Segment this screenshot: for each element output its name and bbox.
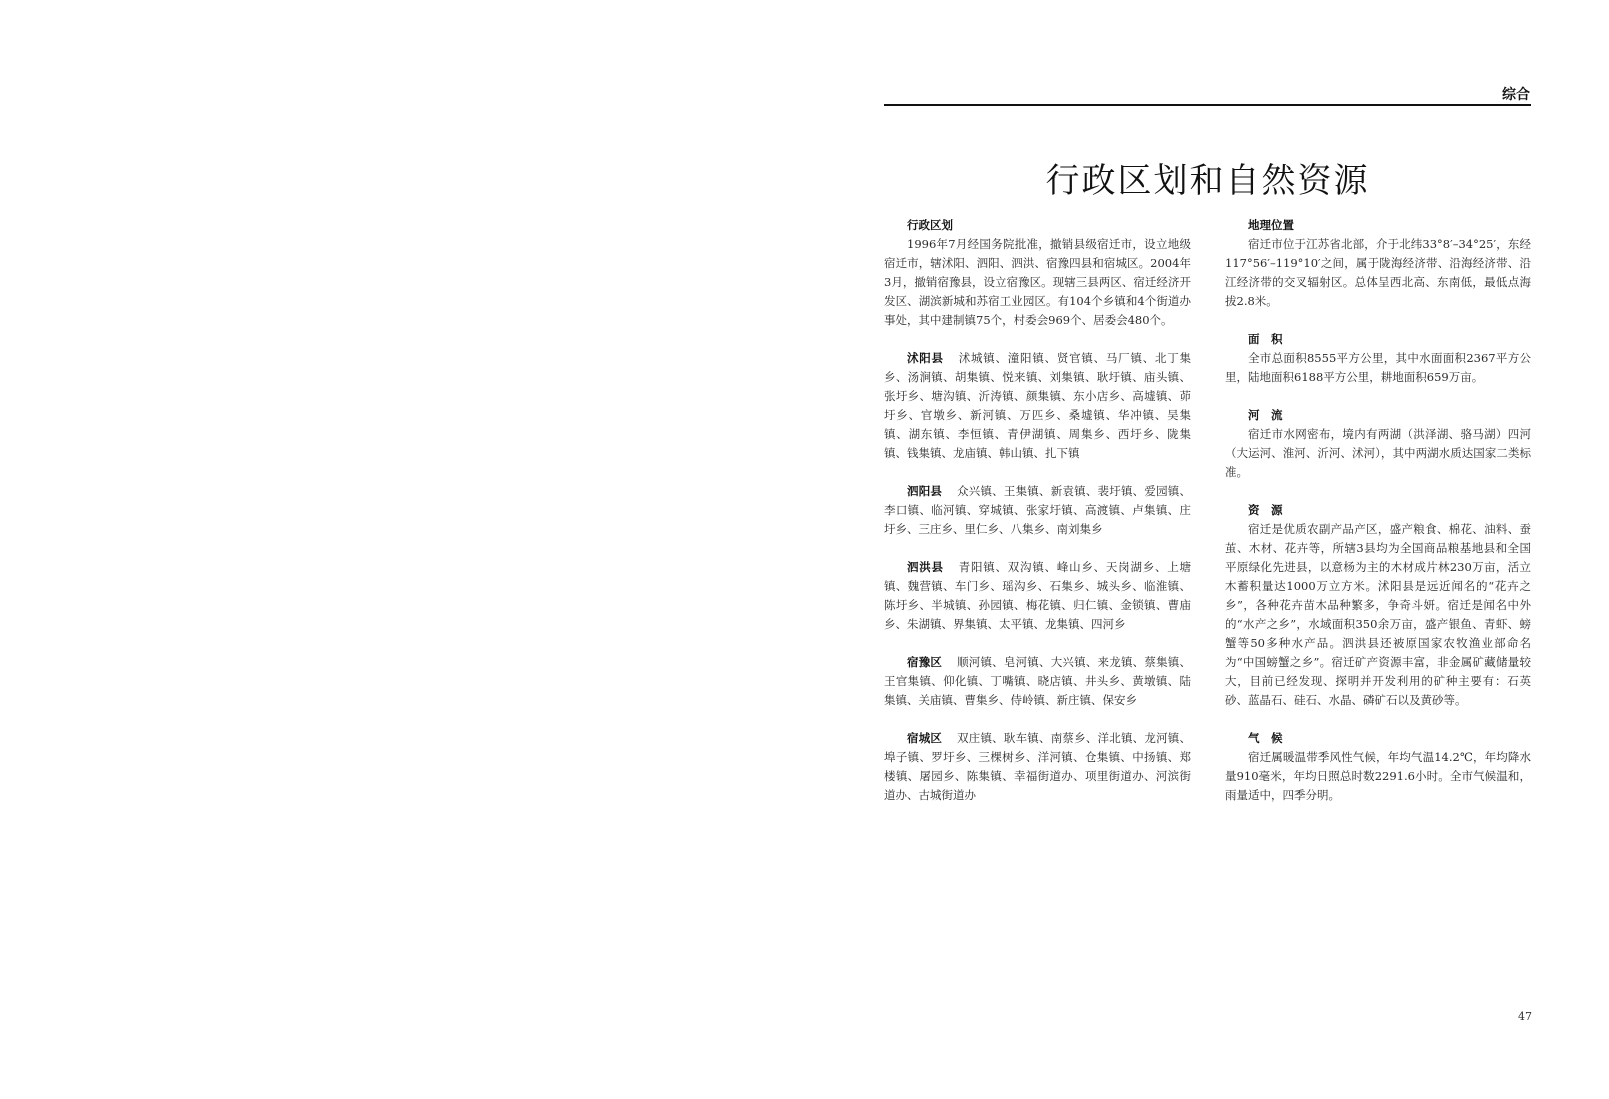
climate-heading: 气 候 [1248, 731, 1283, 745]
county-towns: 青阳镇、双沟镇、峰山乡、天岗湖乡、上塘镇、魏营镇、车门乡、瑶沟乡、石集乡、城头乡、临淮镇、陈圩乡、半城镇、孙园镇、梅花镇、归仁镇、金锁镇、曹庙乡、朱湖镇、界集镇、太平镇、龙集镇、四河乡 [884, 560, 1191, 631]
resources-section [1225, 501, 1531, 710]
area-heading: 面 积 [1248, 332, 1283, 346]
climate-section [1225, 729, 1531, 805]
county-item [884, 653, 1191, 710]
county-name: 沭阳县 [907, 351, 944, 365]
section-label: 综合 [1502, 87, 1530, 103]
resources-text: 宿迁是优质农副产品产区，盛产粮食、棉花、油料、蚕茧、木材、花卉等，所辖3县均为全国商品粮基地县和全国平原绿化先进县，以意杨为主的木材成片林230万亩，活立木蓄积量达1000万立方米。沭阳县是远近闻名的“花卉之乡”，各种花卉苗木品种繁多，争奇斗妍。宿迁是闻名中外的“水产之乡”，水域面积350余万亩，盛产银鱼、青虾、螃蟹等50多种水产品。泗洪县还被原国家农牧渔业部命名为“中国螃蟹之乡”。宿迁矿产资源丰富，非金属矿藏储量较大，目前已经发现、探明并开发利用的矿种主要有：石英砂、蓝晶石、硅石、水晶、磷矿石以及黄砂等。 [1225, 522, 1531, 707]
county-item [884, 349, 1191, 463]
rivers-section [1225, 406, 1531, 482]
resources-heading: 资 源 [1248, 503, 1283, 517]
geo-heading: 地理位置 [1248, 218, 1294, 232]
left-column [884, 216, 1191, 824]
county-towns: 顺河镇、皂河镇、大兴镇、来龙镇、蔡集镇、王官集镇、仰化镇、丁嘴镇、晓店镇、井头乡、黄墩镇、陆集镇、关庙镇、曹集乡、侍岭镇、新庄镇、保安乡 [884, 655, 1192, 707]
climate-text: 宿迁属暖温带季风性气候，年均气温14.2℃，年均降水量910毫米，年均日照总时数2291.6小时。全市气候温和，雨量适中，四季分明。 [1225, 750, 1531, 802]
county-towns: 沭城镇、潼阳镇、贤官镇、马厂镇、北丁集乡、汤涧镇、胡集镇、悦来镇、刘集镇、耿圩镇、庙头镇、张圩乡、塘沟镇、沂涛镇、颜集镇、东小店乡、高墟镇、茆圩乡、官墩乡、新河镇、万匹乡、桑墟镇、华冲镇、吴集镇、湖东镇、李恒镇、青伊湖镇、周集乡、西圩乡、陇集镇、钱集镇、龙庙镇、韩山镇、扎下镇 [884, 351, 1191, 460]
rivers-heading: 河 流 [1248, 408, 1283, 422]
geo-section [1225, 216, 1531, 311]
admin-text: 1996年7月经国务院批准，撤销县级宿迁市，设立地级宿迁市，辖沭阳、泗阳、泗洪、宿豫四县和宿城区。2004年3月，撤销宿豫县，设立宿豫区。现辖三县两区、宿迁经济开发区、湖滨新城和苏宿工业园区。有104个乡镇和4个街道办事处，其中建制镇75个，村委会969个、居委会480个。 [884, 237, 1191, 327]
page-title: 行政区划和自然资源 [1045, 160, 1370, 201]
county-name: 宿豫区 [907, 655, 943, 669]
county-name: 泗洪县 [907, 560, 944, 574]
rivers-text: 宿迁市水网密布，境内有两湖（洪泽湖、骆马湖）四河（大运河、淮河、沂河、沭河），其中两湖水质达国家二类标准。 [1225, 427, 1531, 479]
right-column [1225, 216, 1531, 824]
page-number: 47 [1518, 1010, 1532, 1023]
county-towns: 双庄镇、耿车镇、南蔡乡、洋北镇、龙河镇、埠子镇、罗圩乡、三棵树乡、洋河镇、仓集镇、中扬镇、郑楼镇、屠园乡、陈集镇、幸福街道办、项里街道办、河滨街道办、古城街道办 [884, 731, 1192, 802]
county-towns: 众兴镇、王集镇、新袁镇、裴圩镇、爱园镇、李口镇、临河镇、穿城镇、张家圩镇、高渡镇、卢集镇、庄圩乡、三庄乡、里仁乡、八集乡、南刘集乡 [884, 484, 1192, 536]
county-name: 宿城区 [907, 731, 943, 745]
county-item [884, 558, 1191, 634]
admin-heading: 行政区划 [907, 218, 953, 232]
area-text: 全市总面积8555平方公里，其中水面面积2367平方公里，陆地面积6188平方公里，耕地面积659万亩。 [1225, 351, 1531, 384]
county-item [884, 729, 1191, 805]
admin-section [884, 216, 1191, 330]
geo-text: 宿迁市位于江苏省北部，介于北纬33°8′–34°25′，东经117°56′–119°10′之间，属于陇海经济带、沿海经济带、沿江经济带的交叉辐射区。总体呈西北高、东南低，最低点海拔2.8米。 [1225, 237, 1531, 308]
county-item [884, 482, 1191, 539]
header-rule [884, 104, 1531, 106]
area-section [1225, 330, 1531, 387]
county-name: 泗阳县 [907, 484, 943, 498]
